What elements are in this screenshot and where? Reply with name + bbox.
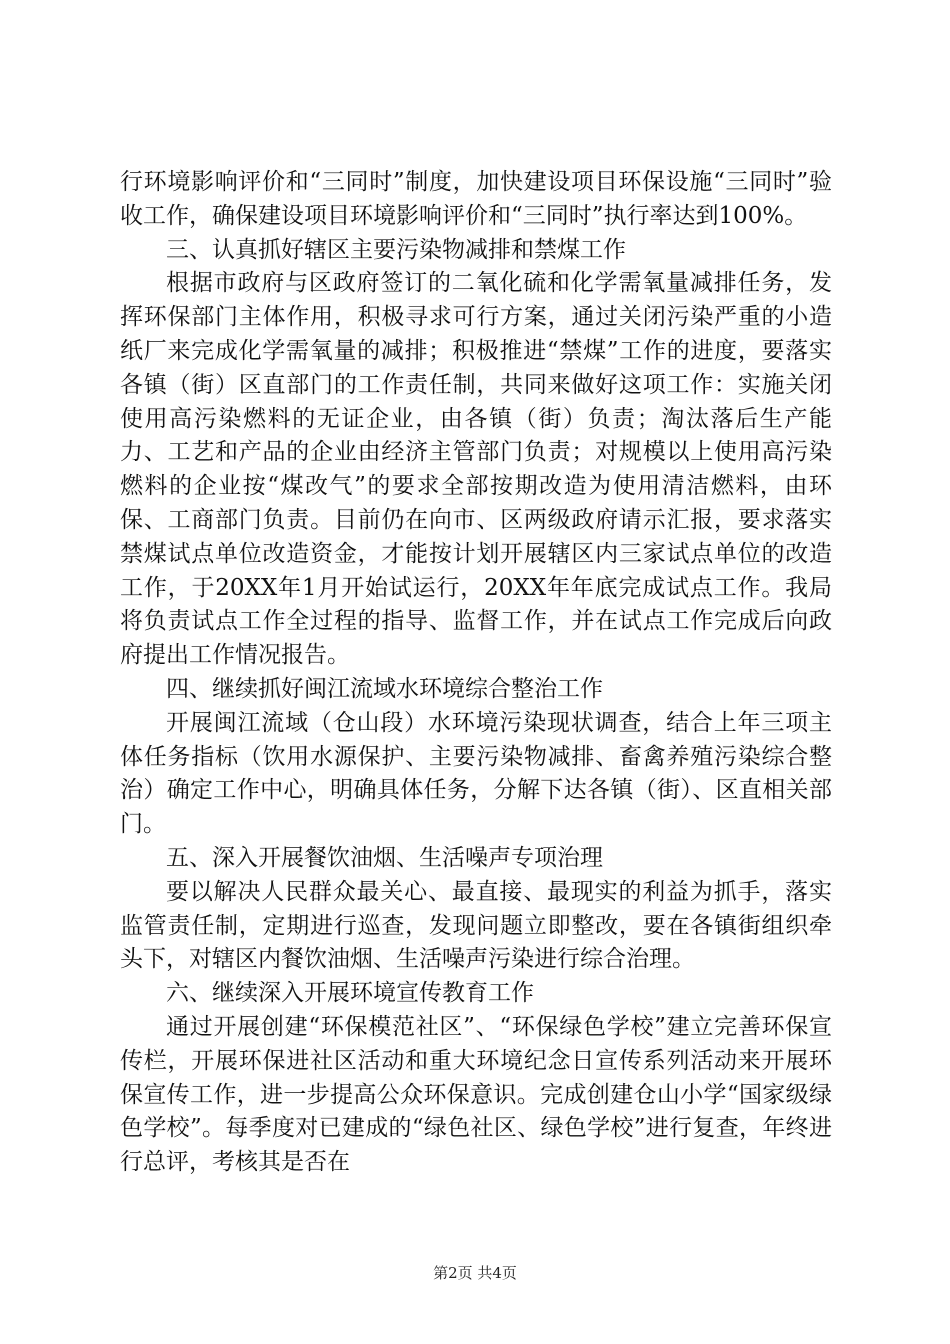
section-heading-3: 三、认真抓好辖区主要污染物减排和禁煤工作 — [166, 236, 626, 263]
section-heading-5: 五、深入开展餐饮油烟、生活噪声专项治理 — [166, 844, 603, 871]
paragraph-section-4: 开展闽江流域（仓山段）水环境污染现状调查，结合上年三项主体任务指标（饮用水源保护、主要污染物减排、畜禽养殖污染综合整治）确定工作中心，明确具体任务，分解下达各镇（街）、区直相关部门。 — [120, 709, 832, 838]
paragraph-section-5: 要以解决人民群众最关心、最直接、最现实的利益为抓手，落实监管责任制，定期进行巡查，发现问题立即整改，要在各镇街组织牵头下，对辖区内餐饮油烟、生活噪声污染进行综合治理。 — [120, 878, 832, 973]
page-footer: 第2页 共4页 — [433, 1264, 517, 1282]
paragraph-section-3: 根据市政府与区政府签订的二氧化硫和化学需氧量减排任务，发挥环保部门主体作用，积极寻求可行方案，通过关闭污染严重的小造纸厂来完成化学需氧量的减排；积极推进“禁煤”工作的进度，要落实各镇（街）区直部门的工作责任制，共同来做好这项工作：实施关闭使用高污染燃料的无证企业，由各镇（街）负责；淘汰落后生产能力、工艺和产品的企业由经济主管部门负责；对规模以上使用高污染燃料的企业按“煤改气”的要求全部按期改造为使用清洁燃料，由环保、工商部门负责。目前仍在向市、区两级政府请示汇报，要求落实禁煤试点单位改造资金，才能按计划开展辖区内三家试点单位的改造工作，于20XX年1月开始试运行，20XX年年底完成试点工作。我局将负责试点工作全过程的指导、监督工作，并在试点工作完成后向政府提出工作情况报告。 — [120, 270, 832, 669]
section-heading-6: 六、继续深入开展环境宣传教育工作 — [166, 980, 534, 1007]
document-body — [120, 166, 832, 1180]
paragraph-continuation: 行环境影响评价和“三同时”制度，加快建设项目环保设施“三同时”验收工作，确保建设项目环境影响评价和“三同时”执行率达到100%。 — [120, 169, 832, 229]
section-heading-4: 四、继续抓好闽江流域水环境综合整治工作 — [166, 675, 603, 702]
paragraph-section-6: 通过开展创建“环保模范社区”、“环保绿色学校”建立完善环保宣传栏，开展环保进社区活动和重大环境纪念日宣传系列活动来开展环保宣传工作，进一步提高公众环保意识。完成创建仓山小学“国家级绿色学校”。每季度对已建成的“绿色社区、绿色学校”进行复查，年终进行总评，考核其是否在 — [120, 1013, 832, 1176]
